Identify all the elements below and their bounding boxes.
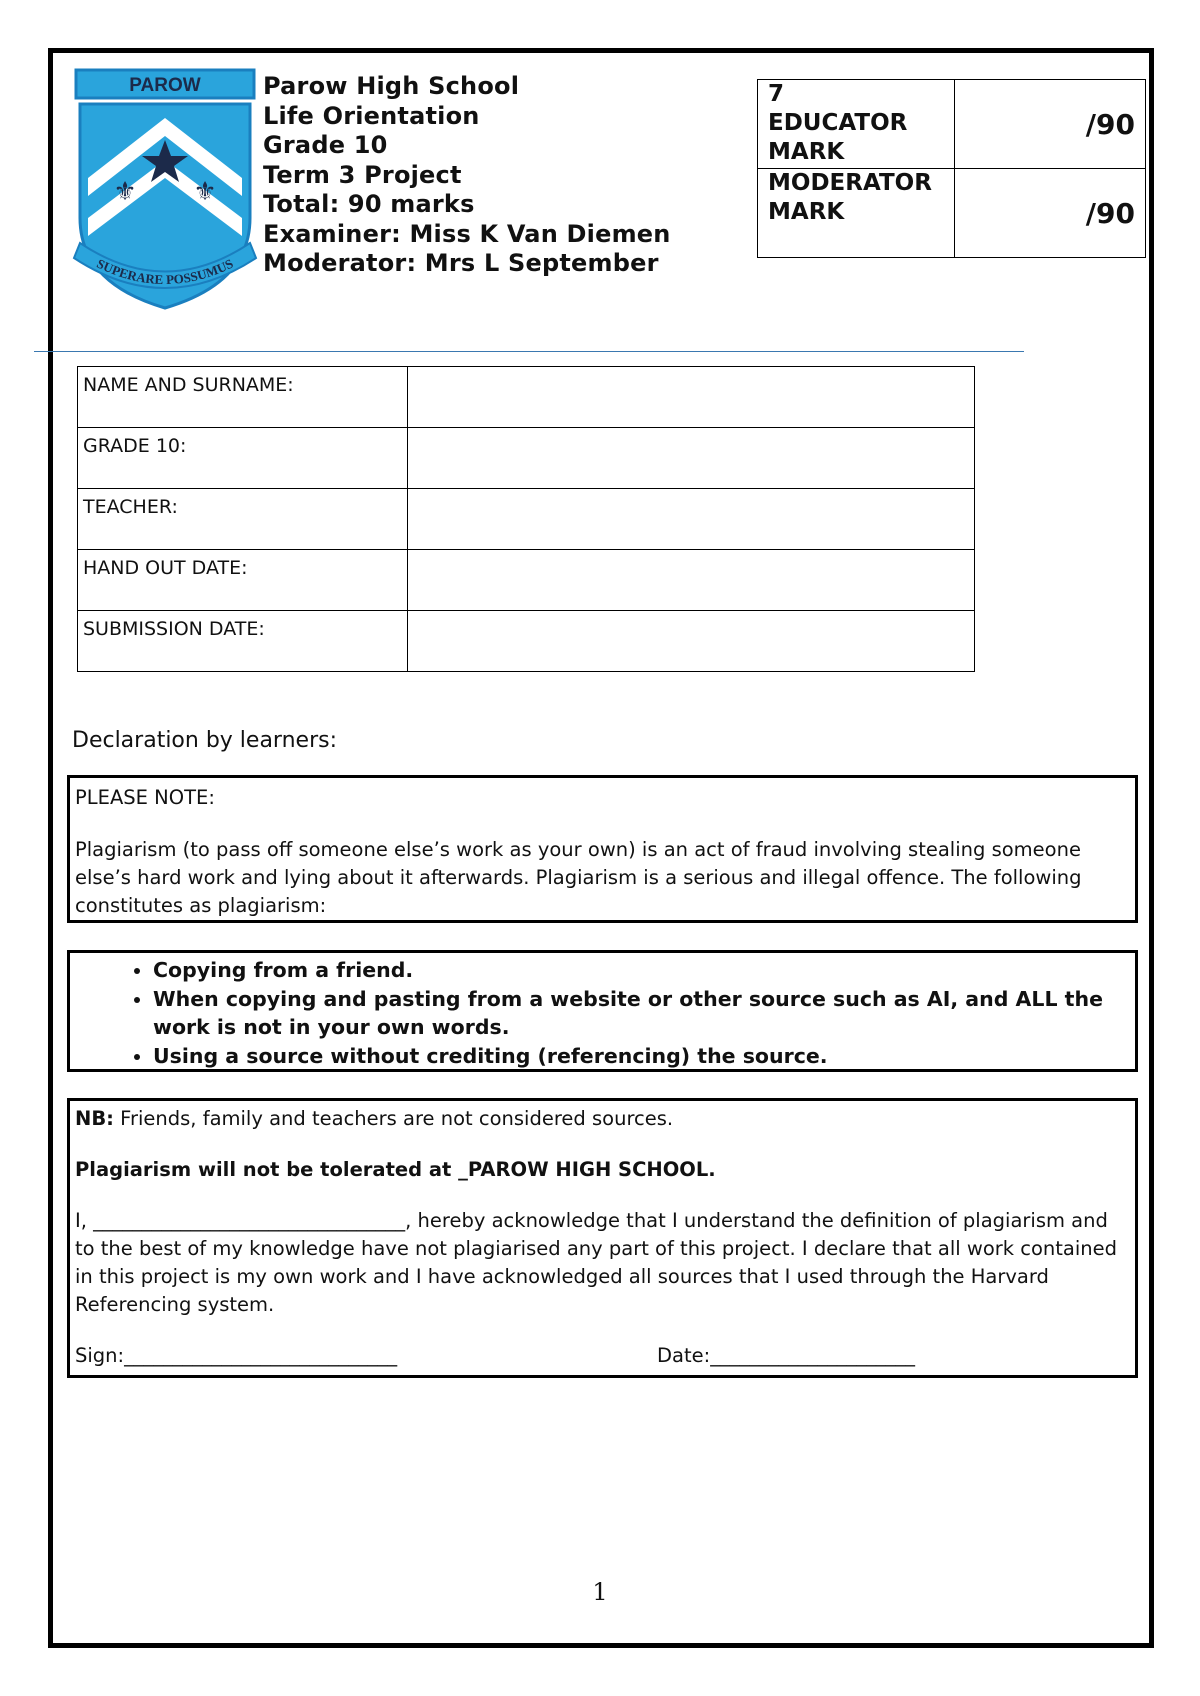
sign-blank[interactable]: ____________________________ bbox=[124, 1344, 398, 1367]
info-label: SUBMISSION DATE: bbox=[78, 611, 408, 672]
moderator-mark-value[interactable]: /90 bbox=[955, 169, 1146, 258]
subject: Life Orientation bbox=[263, 101, 480, 130]
examiner: Examiner: Miss K Van Diemen bbox=[263, 219, 671, 248]
crest-motto: SUPERARE POSSUMUS bbox=[94, 255, 236, 288]
date-blank[interactable]: _____________________ bbox=[710, 1344, 915, 1367]
info-row-teacher bbox=[78, 489, 975, 550]
info-label: HAND OUT DATE: bbox=[78, 550, 408, 611]
plagiarism-examples-box bbox=[67, 950, 1138, 1072]
marks-table bbox=[757, 79, 1146, 258]
signature-row bbox=[75, 1342, 1130, 1370]
list-item: • Copying from a friend. bbox=[153, 956, 1130, 985]
educator-mark-value[interactable]: /90 bbox=[955, 80, 1146, 169]
crest-fleur-left-icon: ⚜ bbox=[113, 177, 137, 207]
moderator-mark-label bbox=[758, 169, 955, 258]
declaration-heading: Declaration by learners: bbox=[72, 728, 337, 753]
moderator-mark-label-line2: MARK bbox=[768, 199, 845, 225]
note-body: Plagiarism (to pass off someone else’s work as your own) is an act of fraud involving stealing someone else’s hard work and lying about it afterwards. Plagiarism is a serious and illegal offence. The following constitutes as plagiarism: bbox=[75, 838, 1082, 917]
page-number: 1 bbox=[592, 1578, 608, 1606]
grade: Grade 10 bbox=[263, 131, 388, 159]
info-row-hand-out-date bbox=[78, 550, 975, 611]
ack-text: , hereby acknowledge that I understand the definition of plagiarism and to the best of my knowledge have not plagiarised any part of this project. I declare that all work contained in this project is my own work and I have acknowledged all sources that I used through the Harvard Referencing system. bbox=[75, 1209, 1118, 1316]
header-details bbox=[263, 72, 671, 279]
nb-text: Friends, family and teachers are not considered sources. bbox=[113, 1107, 674, 1130]
info-label: GRADE 10: bbox=[78, 428, 408, 489]
acknowledgement-text bbox=[75, 1207, 1130, 1319]
info-row-submission-date bbox=[78, 611, 975, 672]
ack-prefix: I, bbox=[75, 1209, 94, 1232]
info-row-name bbox=[78, 367, 975, 428]
crest-fleur-right-icon: ⚜ bbox=[193, 177, 217, 207]
info-row-grade bbox=[78, 428, 975, 489]
hand-out-date-field[interactable] bbox=[408, 550, 975, 611]
total-marks: Total: 90 marks bbox=[263, 190, 475, 218]
moderator-mark-label-line1: MODERATOR bbox=[768, 170, 932, 196]
educator-mark-label-line2: MARK bbox=[768, 139, 845, 165]
school-name: Parow High School bbox=[263, 72, 520, 100]
moderator-mark-row bbox=[758, 169, 1146, 258]
plagiarism-list bbox=[75, 956, 1130, 1070]
assessment-title: Term 3 Project bbox=[263, 160, 462, 189]
info-label: TEACHER: bbox=[78, 489, 408, 550]
tolerance-statement: Plagiarism will not be tolerated at _PAROW HIGH SCHOOL. bbox=[75, 1158, 716, 1181]
crest-banner-text: PAROW bbox=[129, 75, 201, 96]
nb-line bbox=[75, 1105, 1130, 1133]
sign-field[interactable] bbox=[75, 1342, 397, 1370]
educator-mark-label bbox=[758, 80, 955, 169]
note-title: PLEASE NOTE: bbox=[75, 786, 215, 809]
learner-info-table bbox=[77, 366, 975, 672]
sign-label: Sign: bbox=[75, 1344, 125, 1367]
educator-mark-row bbox=[758, 80, 1146, 169]
acknowledgement-box bbox=[67, 1098, 1138, 1378]
submission-date-field[interactable] bbox=[408, 611, 975, 672]
date-label: Date: bbox=[657, 1344, 711, 1367]
header-divider bbox=[34, 351, 1024, 352]
list-item: • When copying and pasting from a website or other source such as AI, and ALL the work is not in your own words. bbox=[153, 985, 1130, 1042]
name-surname-field[interactable] bbox=[408, 367, 975, 428]
teacher-field[interactable] bbox=[408, 489, 975, 550]
nb-label: NB: bbox=[75, 1107, 114, 1130]
grade-field[interactable] bbox=[408, 428, 975, 489]
school-crest-logo bbox=[70, 68, 260, 318]
list-item: • Using a source without crediting (referencing) the source. bbox=[153, 1042, 1130, 1071]
plagiarism-note-box bbox=[67, 775, 1138, 923]
date-field[interactable] bbox=[657, 1342, 915, 1370]
moderator: Moderator: Mrs L September bbox=[263, 249, 659, 277]
learner-name-blank[interactable]: ________________________________ bbox=[93, 1209, 406, 1232]
educator-mark-number: 7 bbox=[768, 81, 785, 107]
educator-mark-label-line1: EDUCATOR bbox=[768, 110, 908, 136]
info-label: NAME AND SURNAME: bbox=[78, 367, 408, 428]
